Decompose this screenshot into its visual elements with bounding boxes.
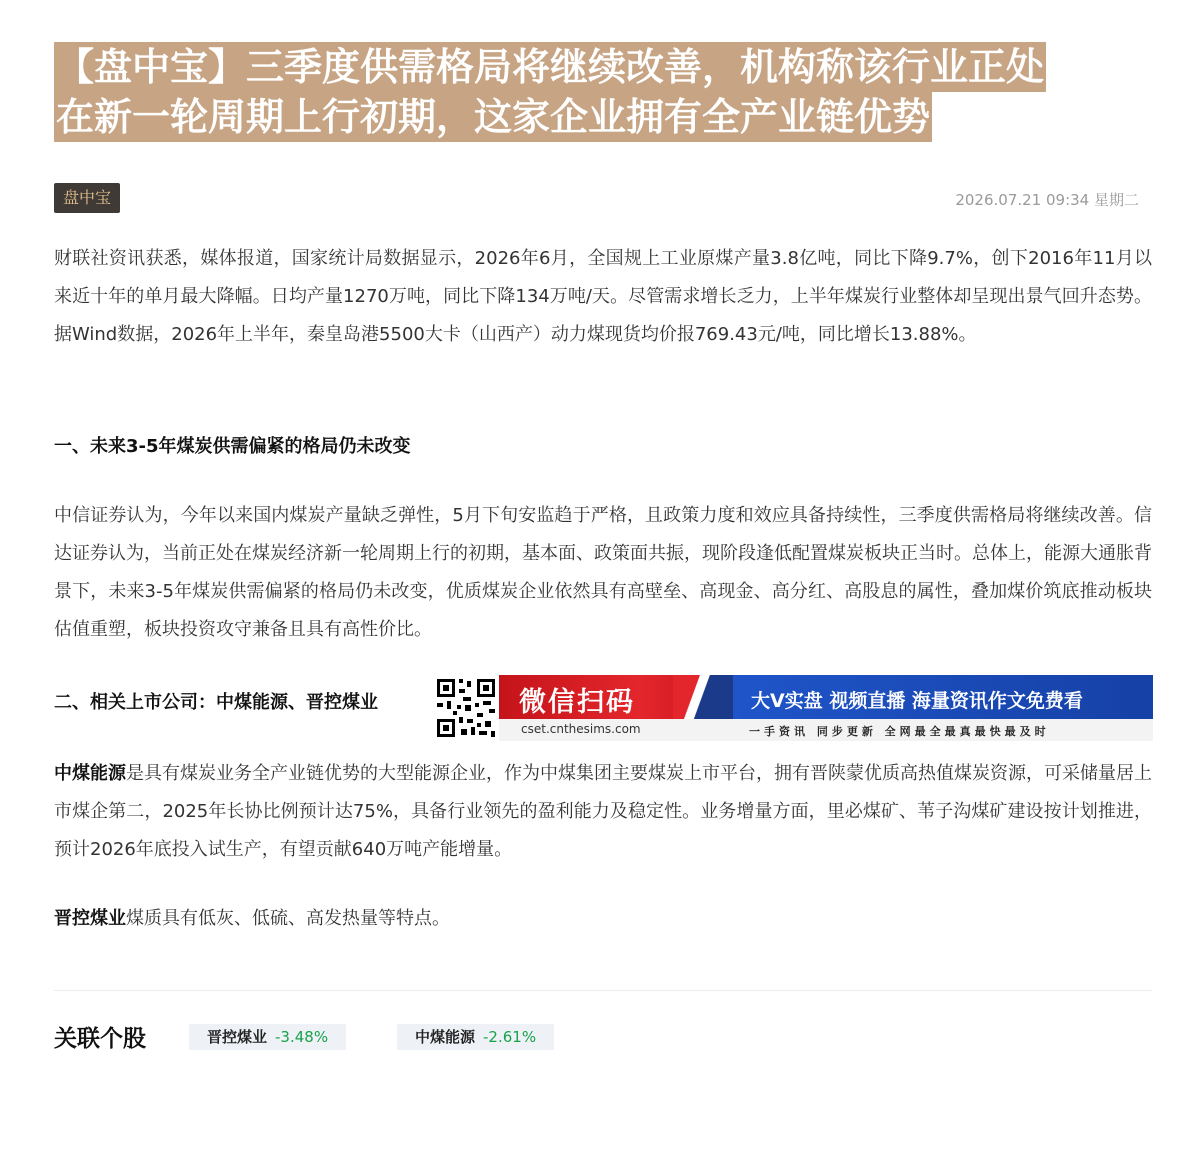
stock-name: 中煤能源: [415, 1028, 476, 1046]
qr-code-icon: [433, 675, 499, 741]
section-divider: [54, 990, 1152, 991]
headline-line-2: 在新一轮周期上行初期，这家企业拥有全产业链优势: [54, 92, 932, 142]
related-stocks-title: 关联个股: [54, 1026, 146, 1052]
ad-promo-text: 大V实盘 视频直播 海量资讯作文免费看: [751, 690, 1083, 712]
stock-change: -2.61%: [483, 1028, 537, 1046]
ad-slogan: 一手资讯 同步更新 全网最全最真最快最及时: [749, 725, 1050, 738]
company-name-zhongmei[interactable]: 中煤能源: [54, 763, 126, 784]
paragraph-company-2: [54, 900, 1152, 938]
paragraph-intro: 财联社资讯获悉，媒体报道，国家统计局数据显示，2026年6月，全国规上工业原煤产量3.8亿吨，同比下降9.7%，创下2016年11月以来近十年的单月最大降幅。日均产量1270万吨，同比下降134万吨/天。尽管需求增长乏力，上半年煤炭行业整体却呈现出景气回升态势。据Wind数据，2026年上半年，秦皇岛港5500大卡（山西产）动力煤现货均价报769.43元/吨，同比增长13.88%。: [54, 248, 1152, 345]
ad-title: 微信扫码: [519, 687, 635, 718]
section-heading-1: 一、未来3-5年煤炭供需偏紧的格局仍未改变: [54, 436, 411, 457]
ad-stripe: [673, 675, 733, 719]
ad-banner[interactable]: [433, 675, 1153, 741]
stock-chip-jinkong[interactable]: [189, 1024, 346, 1050]
company-name-jinkong[interactable]: 晋控煤业: [54, 908, 126, 929]
paragraph-company-1: [54, 755, 1152, 869]
stock-name: 晋控煤业: [207, 1028, 268, 1046]
headline-line-1: 【盘中宝】三季度供需格局将继续改善，机构称该行业正处: [54, 42, 1046, 92]
ad-url: cset.cnthesims.com: [521, 722, 641, 736]
section-heading-2: 二、相关上市公司：中煤能源、晋控煤业: [54, 692, 378, 713]
stock-change: -3.48%: [275, 1028, 329, 1046]
company-desc-jinkong: 煤质具有低灰、低硫、高发热量等特点。: [126, 908, 450, 929]
paragraph-analysis: 中信证券认为，今年以来国内煤炭产量缺乏弹性，5月下旬安监趋于严格，且政策力度和效应具备持续性，三季度供需格局将继续改善。信达证券认为，当前正处在煤炭经济新一轮周期上行的初期，基本面、政策面共振，现阶段逢低配置煤炭板块正当时。总体上，能源大通胀背景下，未来3-5年煤炭供需偏紧的格局仍未改变，优质煤炭企业依然具有高壁垒、高现金、高分红、高股息的属性，叠加煤价筑底推动板块估值重塑，板块投资攻守兼备且具有高性价比。: [54, 505, 1152, 640]
publish-timestamp: 2026.07.21 09:34 星期二: [955, 191, 1139, 209]
source-badge[interactable]: 盘中宝: [54, 183, 120, 213]
company-desc-zhongmei: 是具有煤炭业务全产业链优势的大型能源企业，作为中煤集团主要煤炭上市平台，拥有晋陕蒙优质高热值煤炭资源，可采储量居上市煤企第二，2025年长协比例预计达75%，具备行业领先的盈利能力及稳定性。业务增量方面，里必煤矿、苇子沟煤矿建设按计划推进，预计2026年底投入试生产，有望贡献640万吨产能增量。: [54, 763, 1152, 860]
stock-chip-zhongmei[interactable]: [397, 1024, 554, 1050]
article-headline: [54, 42, 1154, 142]
